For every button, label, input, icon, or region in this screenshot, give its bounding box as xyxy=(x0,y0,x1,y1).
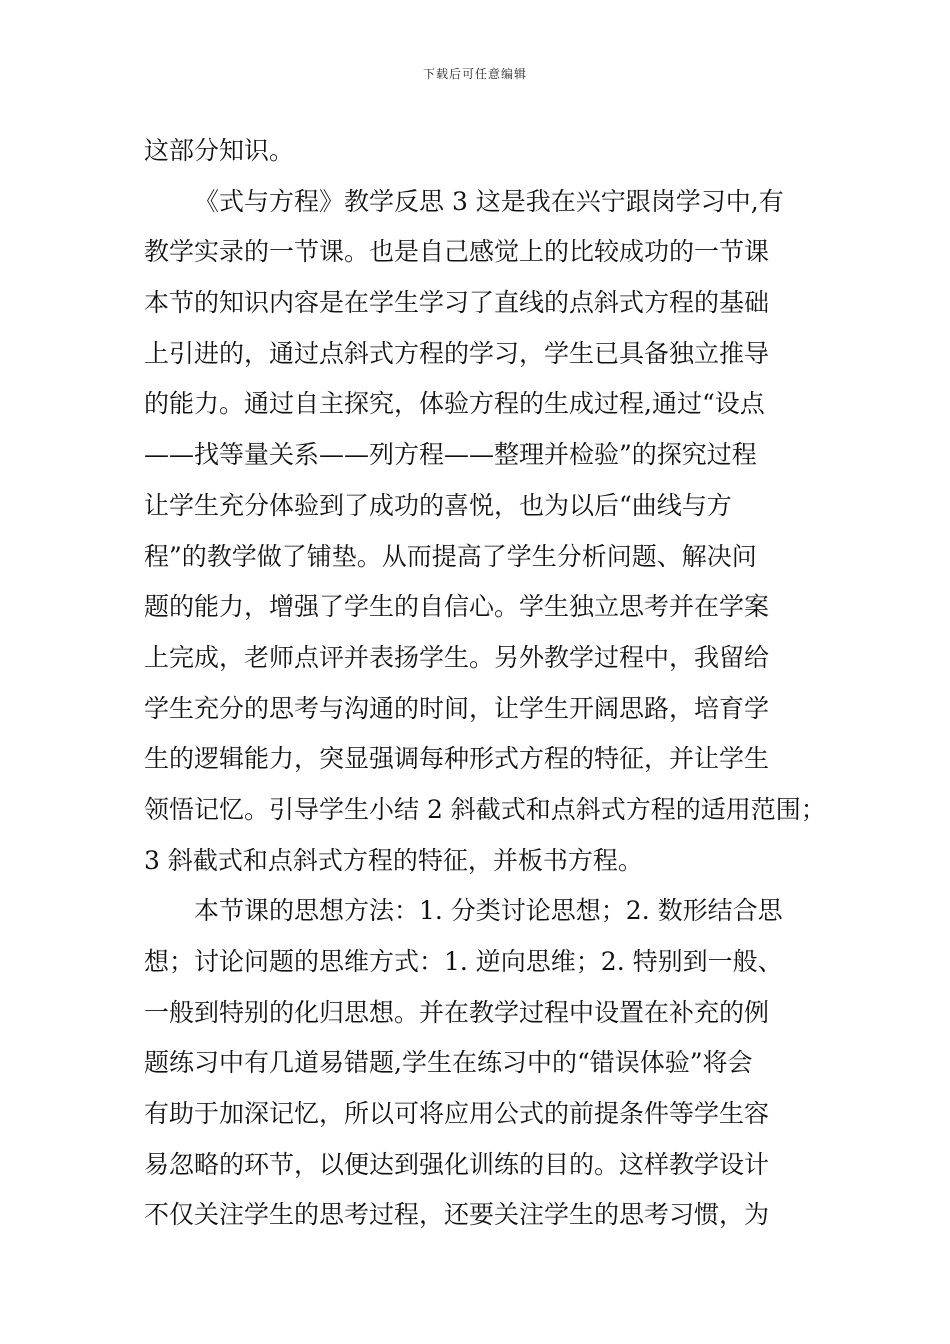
text-line-2: 《式与方程》教学反思 3 这是我在兴宁跟岗学习中,有 xyxy=(194,186,784,216)
text-line-13: 生的逻辑能力，突显强调每种形式方程的特征，并让学生 xyxy=(144,744,770,774)
text-line-20: 有助于加深记忆，所以可将应用公式的前提条件等学生容 xyxy=(144,1099,770,1129)
text-line-9: 程”的教学做了铺垫。从而提高了学生分析问题、解决问 xyxy=(144,541,757,571)
text-line-19: 题练习中有几道易错题,学生在练习中的“错误体验”将会 xyxy=(144,1048,753,1078)
text-line-5: 上引进的，通过点斜式方程的学习，学生已具备独立推导 xyxy=(144,338,770,368)
text-line-18: 一般到特别的化归思想。并在教学过程中设置在补充的例 xyxy=(144,997,770,1027)
text-line-3: 教学实录的一节课。也是自己感觉上的比较成功的一节课 xyxy=(144,237,770,267)
text-line-21: 易忽略的环节，以便达到强化训练的目的。这样教学设计 xyxy=(144,1149,770,1179)
text-line-1: 这部分知识。 xyxy=(144,136,295,165)
text-line-7: ——找等量关系——列方程——整理并检验”的探究过程 xyxy=(144,440,757,470)
text-line-17: 想；讨论问题的思维方式：1. 逆向思维；2. 特别到一般、 xyxy=(144,947,783,976)
page-header: 下载后可任意编辑 xyxy=(422,67,527,81)
text-line-14: 领悟记忆。引导学生小结 2 斜截式和点斜式方程的适用范围； xyxy=(144,794,826,824)
body-text xyxy=(144,126,826,1241)
text-line-4: 本节的知识内容是在学生学习了直线的点斜式方程的基础 xyxy=(144,288,770,318)
text-line-15: 3 斜截式和点斜式方程的特征，并板书方程。 xyxy=(144,845,643,875)
text-line-10: 题的能力，增强了学生的自信心。学生独立思考并在学案 xyxy=(144,592,770,622)
text-line-12: 学生充分的思考与沟通的时间，让学生开阔思路，培育学 xyxy=(144,693,770,723)
text-line-6: 的能力。通过自主探究，体验方程的生成过程,通过“设点 xyxy=(144,389,765,419)
text-line-8: 让学生充分体验到了成功的喜悦，也为以后“曲线与方 xyxy=(144,490,732,520)
text-line-16: 本节课的思想方法：1. 分类讨论思想；2. 数形结合思 xyxy=(194,896,783,926)
text-line-11: 上完成，老师点评并表扬学生。另外教学过程中，我留给 xyxy=(144,642,770,672)
text-line-22: 不仅关注学生的思考过程，还要关注学生的思考习惯，为 xyxy=(144,1200,770,1230)
